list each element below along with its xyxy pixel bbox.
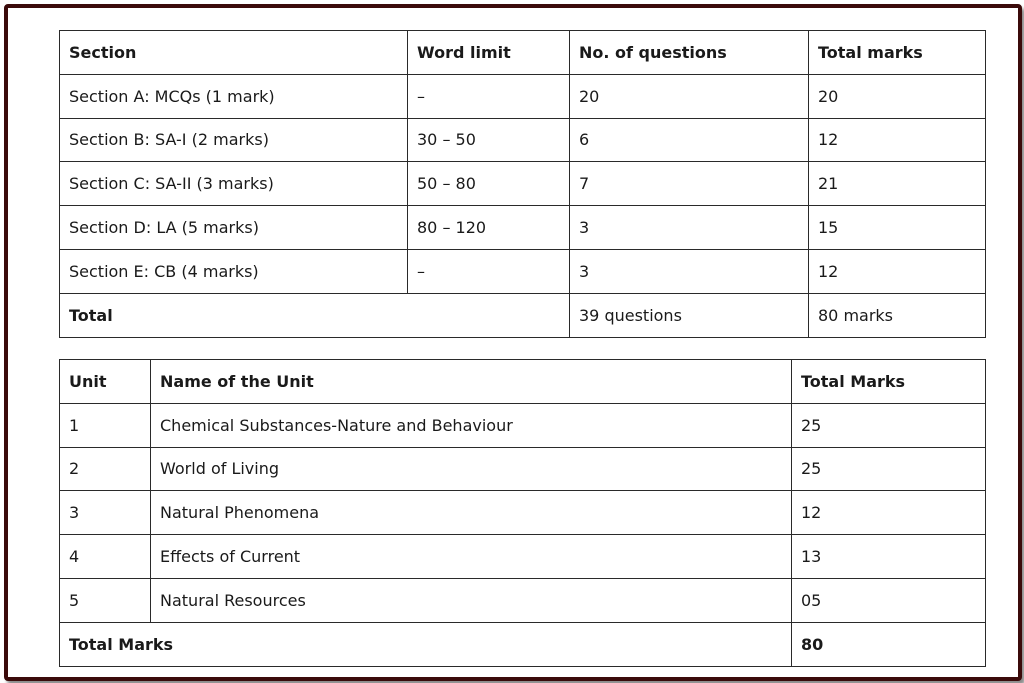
unit-name: Natural Phenomena	[151, 491, 792, 535]
word-limit: 80 – 120	[408, 206, 570, 250]
unit-marks: 25	[792, 403, 986, 447]
table-row	[60, 206, 986, 250]
header-unit-name: Name of the Unit	[151, 360, 792, 404]
question-count: 7	[570, 162, 809, 206]
section-marks: 12	[809, 249, 986, 293]
unit-marks: 25	[792, 447, 986, 491]
table-total-row	[60, 293, 986, 337]
grand-total-marks: 80	[792, 622, 986, 666]
question-count: 20	[570, 74, 809, 118]
unit-name: World of Living	[151, 447, 792, 491]
word-limit: –	[408, 74, 570, 118]
table-row	[60, 118, 986, 162]
section-marks: 12	[809, 118, 986, 162]
table-row	[60, 74, 986, 118]
question-count: 3	[570, 206, 809, 250]
header-section: Section	[60, 31, 408, 75]
unit-name: Chemical Substances-Nature and Behaviour	[151, 403, 792, 447]
unit-number: 5	[60, 578, 151, 622]
unit-marks: 05	[792, 578, 986, 622]
unit-marks: 13	[792, 535, 986, 579]
word-limit: 30 – 50	[408, 118, 570, 162]
unit-marks-table	[59, 359, 986, 667]
header-unit: Unit	[60, 360, 151, 404]
total-marks: 80 marks	[809, 293, 986, 337]
total-marks-label: Total Marks	[60, 622, 792, 666]
section-name: Section B: SA-I (2 marks)	[60, 118, 408, 162]
table-row	[60, 578, 986, 622]
section-marks-table	[59, 30, 986, 338]
unit-name: Natural Resources	[151, 578, 792, 622]
unit-number: 1	[60, 403, 151, 447]
question-count: 6	[570, 118, 809, 162]
section-name: Section D: LA (5 marks)	[60, 206, 408, 250]
table-header-row	[60, 31, 986, 75]
header-total-marks: Total marks	[809, 31, 986, 75]
total-questions: 39 questions	[570, 293, 809, 337]
section-name: Section C: SA-II (3 marks)	[60, 162, 408, 206]
table-total-row	[60, 622, 986, 666]
word-limit: –	[408, 249, 570, 293]
section-marks: 21	[809, 162, 986, 206]
table-row	[60, 535, 986, 579]
section-name: Section A: MCQs (1 mark)	[60, 74, 408, 118]
unit-number: 2	[60, 447, 151, 491]
section-name: Section E: CB (4 marks)	[60, 249, 408, 293]
unit-number: 3	[60, 491, 151, 535]
table-row	[60, 491, 986, 535]
unit-number: 4	[60, 535, 151, 579]
header-word-limit: Word limit	[408, 31, 570, 75]
table-row	[60, 447, 986, 491]
table-row	[60, 162, 986, 206]
table-row	[60, 403, 986, 447]
word-limit: 50 – 80	[408, 162, 570, 206]
header-no-of-questions: No. of questions	[570, 31, 809, 75]
question-count: 3	[570, 249, 809, 293]
unit-name: Effects of Current	[151, 535, 792, 579]
total-label: Total	[60, 293, 570, 337]
section-marks: 15	[809, 206, 986, 250]
header-unit-total-marks: Total Marks	[792, 360, 986, 404]
unit-marks: 12	[792, 491, 986, 535]
table-header-row	[60, 360, 986, 404]
table-row	[60, 249, 986, 293]
section-marks: 20	[809, 74, 986, 118]
